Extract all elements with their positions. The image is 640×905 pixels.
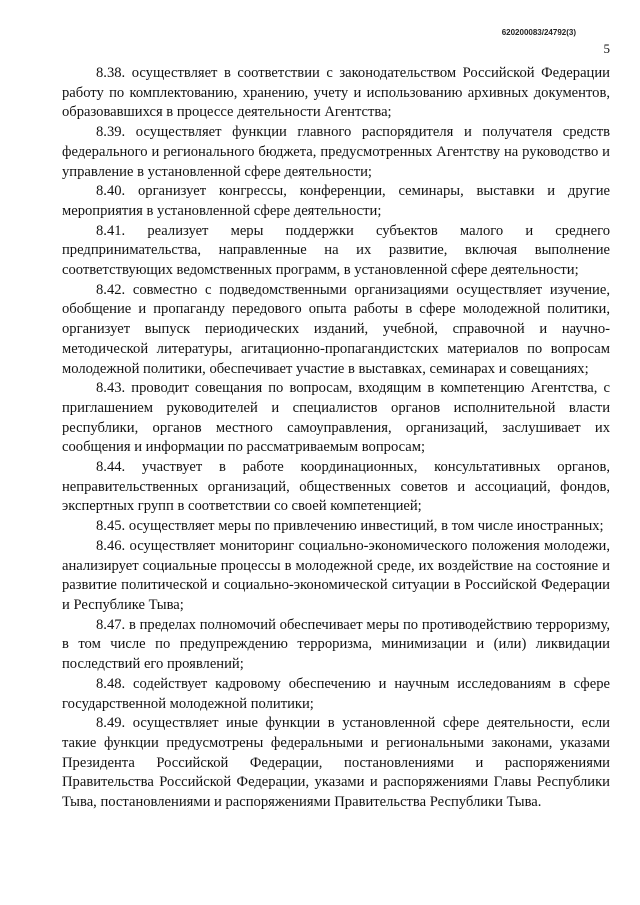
clause-8-42: 8.42. совместно с подведомственными организациями осуществляет изучение, обобщение и пропаганду передового опыта работы в сфере молодежной политики, организует выпуск периодических изданий, учебной, справочной и научно-методической литературы, агитационно-пропагандистских материалов по вопросам молодежной политики, обеспечивает участие в выставках, семинарах и совещаниях;	[62, 281, 610, 377]
clause-8-45: 8.45. осуществляет меры по привлечению инвестиций, в том числе иностранных;	[96, 518, 604, 535]
document-body	[62, 64, 610, 813]
document-id: 620200083/24792(3)	[501, 28, 576, 37]
clause-8-43: 8.43. проводит совещания по вопросам, входящим в компетенцию Агентства, с приглашением руководителей и специалистов органов исполнительной власти республики, органов местного самоуправления, организаций, заслушивает их сообщения и информации по рассматриваемым вопросам;	[62, 380, 610, 456]
clause-8-38: 8.38. осуществляет в соответствии с законодательством Российской Федерации работу по комплектованию, хранению, учету и использованию архивных документов, образовавшихся в процессе деятельности Агентства;	[62, 65, 610, 121]
clause-8-39: 8.39. осуществляет функции главного распорядителя и получателя средств федерального и регионального бюджета, предусмотренных Агентству на руководство и управление в установленной сфере деятельности;	[62, 124, 610, 180]
clause-8-47: 8.47. в пределах полномочий обеспечивает меры по противодействию терроризму, в том числе по предупреждению терроризма, минимизации и (или) ликвидации последствий его проявлений;	[62, 616, 610, 673]
clause-8-44: 8.44. участвует в работе координационных, консультативных органов, неправительственных организаций, общественных советов и ассоциаций, фондов, экспертных групп в соответствии со своей компетенцией;	[62, 459, 610, 515]
clause-8-40: 8.40. организует конгрессы, конференции, семинары, выставки и другие мероприятия в установленной сфере деятельности;	[62, 183, 610, 219]
clause-8-46: 8.46. осуществляет мониторинг социально-экономического положения молодежи, анализирует социальные процессы в молодежной среде, их воздействие на состояние и развитие политической и социально-экономической ситуации в Российской Федерации и Республике Тыва;	[62, 537, 610, 613]
clause-8-48: 8.48. содействует кадровому обеспечению и научным исследованиям в сфере государственной молодежной политики;	[62, 675, 610, 712]
page-number: 5	[603, 41, 610, 56]
clause-8-41: 8.41. реализует меры поддержки субъектов малого и среднего предпринимательства, направленные на их развитие, включая выполнение соответствующих ведомственных программ, в установленной сфере деятельности;	[62, 222, 610, 279]
clause-8-49: 8.49. осуществляет иные функции в установленной сфере деятельности, если такие функции предусмотрены федеральными и региональными законами, указами Президента Российской Федерации, постановлениями и распоряжениями Правительства Российской Федерации, указами и распоряжениями Главы Республики Тыва, постановлениями и распоряжениями Правительства Республики Тыва.	[62, 715, 610, 811]
